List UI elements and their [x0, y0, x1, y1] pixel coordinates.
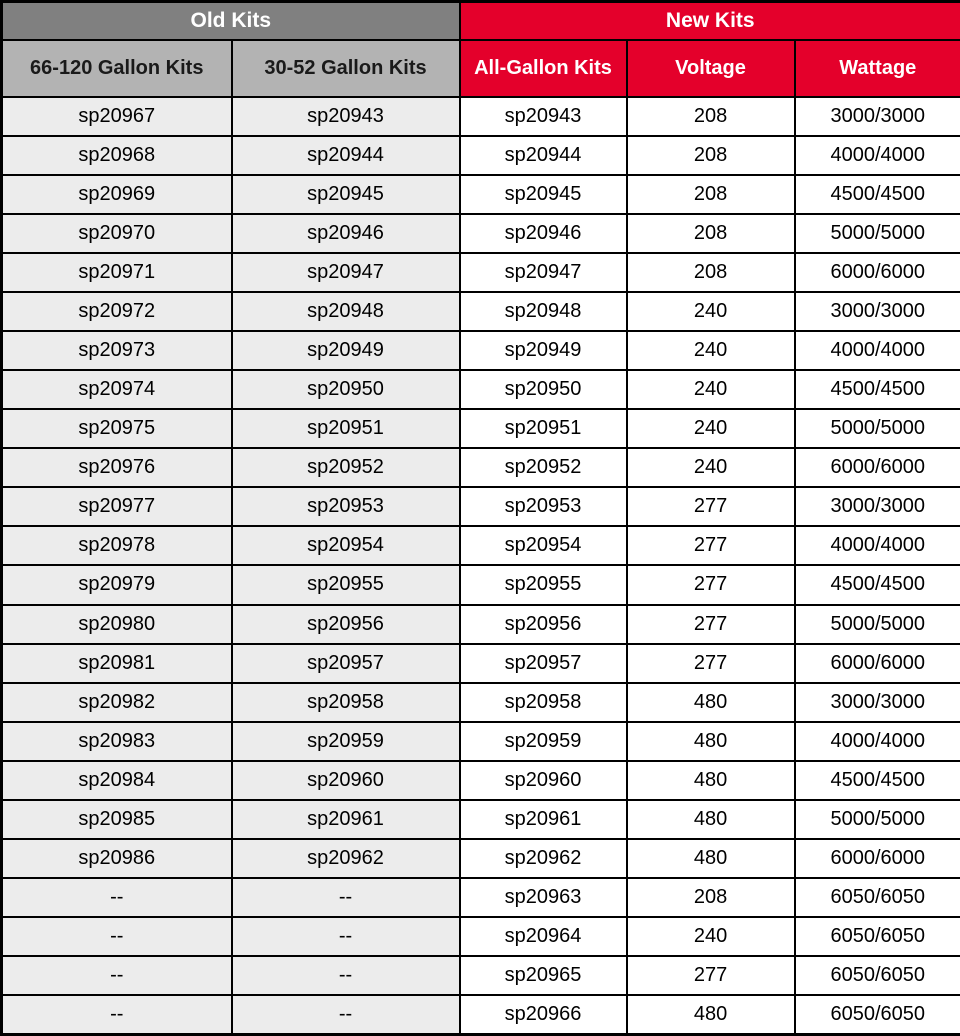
- table-row: [2, 565, 960, 604]
- cell-old-30-52-gallon-kits: sp20955: [232, 565, 460, 604]
- table-row: [2, 839, 960, 878]
- cell-wattage: 4500/4500: [795, 370, 960, 409]
- column-header-wattage: Wattage: [795, 40, 960, 97]
- cell-voltage: 208: [627, 214, 795, 253]
- cell-old-66-120-gallon-kits: --: [2, 995, 232, 1034]
- table-row: [2, 136, 960, 175]
- cell-old-30-52-gallon-kits: sp20943: [232, 97, 460, 136]
- cell-all-gallon-kits: sp20962: [460, 839, 627, 878]
- cell-all-gallon-kits: sp20961: [460, 800, 627, 839]
- cell-old-66-120-gallon-kits: sp20967: [2, 97, 232, 136]
- cell-all-gallon-kits: sp20966: [460, 995, 627, 1034]
- cell-old-30-52-gallon-kits: sp20945: [232, 175, 460, 214]
- cell-old-30-52-gallon-kits: sp20956: [232, 605, 460, 644]
- cell-voltage: 277: [627, 526, 795, 565]
- cell-wattage: 5000/5000: [795, 214, 960, 253]
- cell-wattage: 5000/5000: [795, 409, 960, 448]
- cell-all-gallon-kits: sp20964: [460, 917, 627, 956]
- cell-old-30-52-gallon-kits: sp20958: [232, 683, 460, 722]
- table-row: [2, 409, 960, 448]
- cell-wattage: 4000/4000: [795, 331, 960, 370]
- cell-all-gallon-kits: sp20945: [460, 175, 627, 214]
- cell-wattage: 4000/4000: [795, 136, 960, 175]
- table-row: [2, 331, 960, 370]
- table-row: [2, 995, 960, 1034]
- cell-all-gallon-kits: sp20956: [460, 605, 627, 644]
- cell-old-30-52-gallon-kits: sp20950: [232, 370, 460, 409]
- cell-wattage: 4000/4000: [795, 526, 960, 565]
- cell-old-30-52-gallon-kits: sp20957: [232, 644, 460, 683]
- cell-all-gallon-kits: sp20951: [460, 409, 627, 448]
- table-row: [2, 800, 960, 839]
- cell-voltage: 240: [627, 448, 795, 487]
- cell-old-66-120-gallon-kits: sp20968: [2, 136, 232, 175]
- table-body: [2, 97, 960, 1035]
- cell-old-30-52-gallon-kits: sp20959: [232, 722, 460, 761]
- old-kits-group-header: Old Kits: [2, 2, 460, 40]
- cell-wattage: 6000/6000: [795, 644, 960, 683]
- cell-wattage: 4500/4500: [795, 565, 960, 604]
- cell-old-66-120-gallon-kits: sp20983: [2, 722, 232, 761]
- cell-old-30-52-gallon-kits: sp20944: [232, 136, 460, 175]
- cell-old-30-52-gallon-kits: sp20951: [232, 409, 460, 448]
- cell-old-66-120-gallon-kits: sp20982: [2, 683, 232, 722]
- column-header-all-gallon-kits: All-Gallon Kits: [460, 40, 627, 97]
- cell-all-gallon-kits: sp20957: [460, 644, 627, 683]
- cell-all-gallon-kits: sp20965: [460, 956, 627, 995]
- cell-all-gallon-kits: sp20960: [460, 761, 627, 800]
- cell-old-30-52-gallon-kits: --: [232, 917, 460, 956]
- table-row: [2, 956, 960, 995]
- cell-old-66-120-gallon-kits: sp20977: [2, 487, 232, 526]
- cell-wattage: 6050/6050: [795, 956, 960, 995]
- cell-old-30-52-gallon-kits: sp20949: [232, 331, 460, 370]
- table-row: [2, 683, 960, 722]
- cell-old-30-52-gallon-kits: sp20947: [232, 253, 460, 292]
- cell-voltage: 277: [627, 644, 795, 683]
- cell-voltage: 240: [627, 292, 795, 331]
- cell-old-66-120-gallon-kits: sp20981: [2, 644, 232, 683]
- cell-voltage: 208: [627, 97, 795, 136]
- cell-all-gallon-kits: sp20953: [460, 487, 627, 526]
- cell-wattage: 4500/4500: [795, 175, 960, 214]
- cell-old-66-120-gallon-kits: sp20985: [2, 800, 232, 839]
- cell-voltage: 208: [627, 253, 795, 292]
- cell-old-66-120-gallon-kits: sp20980: [2, 605, 232, 644]
- cell-wattage: 3000/3000: [795, 683, 960, 722]
- cell-voltage: 480: [627, 683, 795, 722]
- cell-voltage: 240: [627, 409, 795, 448]
- cell-all-gallon-kits: sp20963: [460, 878, 627, 917]
- cell-voltage: 277: [627, 956, 795, 995]
- new-kits-group-header: New Kits: [460, 2, 960, 40]
- cell-old-66-120-gallon-kits: --: [2, 878, 232, 917]
- cell-wattage: 6050/6050: [795, 917, 960, 956]
- cell-old-30-52-gallon-kits: sp20961: [232, 800, 460, 839]
- cell-all-gallon-kits: sp20949: [460, 331, 627, 370]
- table-row: [2, 917, 960, 956]
- cell-voltage: 480: [627, 761, 795, 800]
- table-row: [2, 214, 960, 253]
- cell-old-30-52-gallon-kits: --: [232, 956, 460, 995]
- column-header-66-120-gallon-kits: 66-120 Gallon Kits: [2, 40, 232, 97]
- cell-voltage: 277: [627, 487, 795, 526]
- cell-voltage: 480: [627, 995, 795, 1034]
- cell-old-66-120-gallon-kits: sp20984: [2, 761, 232, 800]
- column-header-30-52-gallon-kits: 30-52 Gallon Kits: [232, 40, 460, 97]
- cell-all-gallon-kits: sp20947: [460, 253, 627, 292]
- cell-wattage: 6000/6000: [795, 448, 960, 487]
- cell-wattage: 5000/5000: [795, 605, 960, 644]
- cell-old-30-52-gallon-kits: sp20960: [232, 761, 460, 800]
- cell-all-gallon-kits: sp20952: [460, 448, 627, 487]
- cell-wattage: 6000/6000: [795, 839, 960, 878]
- cell-old-66-120-gallon-kits: sp20973: [2, 331, 232, 370]
- cell-wattage: 6050/6050: [795, 878, 960, 917]
- cell-old-66-120-gallon-kits: sp20979: [2, 565, 232, 604]
- cell-old-66-120-gallon-kits: sp20972: [2, 292, 232, 331]
- cell-all-gallon-kits: sp20946: [460, 214, 627, 253]
- table-row: [2, 722, 960, 761]
- cell-all-gallon-kits: sp20959: [460, 722, 627, 761]
- cell-voltage: 240: [627, 917, 795, 956]
- cell-old-30-52-gallon-kits: sp20948: [232, 292, 460, 331]
- cell-wattage: 3000/3000: [795, 292, 960, 331]
- table-row: [2, 292, 960, 331]
- cell-old-66-120-gallon-kits: --: [2, 917, 232, 956]
- cell-old-66-120-gallon-kits: sp20974: [2, 370, 232, 409]
- column-header-voltage: Voltage: [627, 40, 795, 97]
- cell-old-30-52-gallon-kits: --: [232, 878, 460, 917]
- cell-voltage: 480: [627, 839, 795, 878]
- cell-old-66-120-gallon-kits: sp20976: [2, 448, 232, 487]
- cell-old-30-52-gallon-kits: sp20953: [232, 487, 460, 526]
- cell-all-gallon-kits: sp20955: [460, 565, 627, 604]
- table-row: [2, 175, 960, 214]
- table-row: [2, 97, 960, 136]
- cell-voltage: 208: [627, 136, 795, 175]
- table-row: [2, 448, 960, 487]
- cell-wattage: 3000/3000: [795, 97, 960, 136]
- cell-voltage: 240: [627, 331, 795, 370]
- cell-wattage: 6000/6000: [795, 253, 960, 292]
- cell-wattage: 5000/5000: [795, 800, 960, 839]
- cell-old-66-120-gallon-kits: sp20969: [2, 175, 232, 214]
- cell-all-gallon-kits: sp20950: [460, 370, 627, 409]
- table-row: [2, 878, 960, 917]
- cell-wattage: 4500/4500: [795, 761, 960, 800]
- cell-old-66-120-gallon-kits: --: [2, 956, 232, 995]
- cell-all-gallon-kits: sp20943: [460, 97, 627, 136]
- cell-old-30-52-gallon-kits: sp20954: [232, 526, 460, 565]
- cell-old-66-120-gallon-kits: sp20986: [2, 839, 232, 878]
- column-header-row: [2, 40, 960, 97]
- table-row: [2, 761, 960, 800]
- cell-old-30-52-gallon-kits: --: [232, 995, 460, 1034]
- cell-voltage: 208: [627, 878, 795, 917]
- table-row: [2, 370, 960, 409]
- cell-voltage: 240: [627, 370, 795, 409]
- cell-old-30-52-gallon-kits: sp20962: [232, 839, 460, 878]
- cell-voltage: 277: [627, 605, 795, 644]
- table-row: [2, 253, 960, 292]
- cell-wattage: 6050/6050: [795, 995, 960, 1034]
- cell-all-gallon-kits: sp20958: [460, 683, 627, 722]
- cell-old-66-120-gallon-kits: sp20970: [2, 214, 232, 253]
- cell-all-gallon-kits: sp20954: [460, 526, 627, 565]
- cell-old-66-120-gallon-kits: sp20978: [2, 526, 232, 565]
- cell-all-gallon-kits: sp20944: [460, 136, 627, 175]
- cell-voltage: 480: [627, 800, 795, 839]
- cell-voltage: 208: [627, 175, 795, 214]
- table-row: [2, 605, 960, 644]
- cell-old-30-52-gallon-kits: sp20946: [232, 214, 460, 253]
- cell-old-66-120-gallon-kits: sp20971: [2, 253, 232, 292]
- cell-old-66-120-gallon-kits: sp20975: [2, 409, 232, 448]
- cell-voltage: 277: [627, 565, 795, 604]
- table-row: [2, 526, 960, 565]
- cell-voltage: 480: [627, 722, 795, 761]
- table-row: [2, 644, 960, 683]
- group-header-row: [2, 2, 960, 40]
- cell-old-30-52-gallon-kits: sp20952: [232, 448, 460, 487]
- cell-wattage: 3000/3000: [795, 487, 960, 526]
- table-row: [2, 487, 960, 526]
- cell-wattage: 4000/4000: [795, 722, 960, 761]
- cell-all-gallon-kits: sp20948: [460, 292, 627, 331]
